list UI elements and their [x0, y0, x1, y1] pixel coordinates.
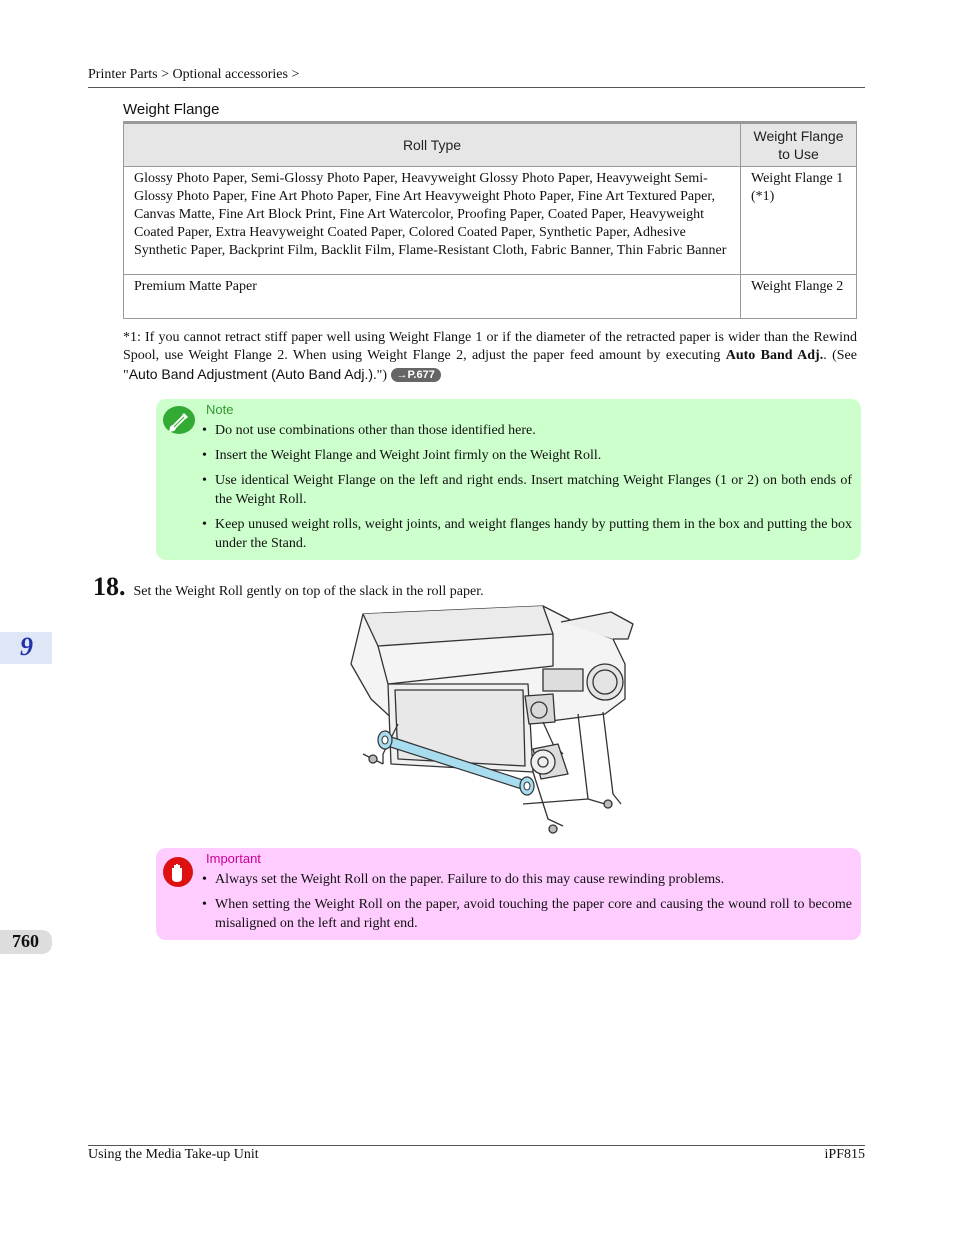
- footer-model: iPF815: [824, 1147, 865, 1162]
- header-roll-type: Roll Type: [124, 123, 741, 167]
- page-number: 760: [12, 931, 39, 951]
- list-item: • Insert the Weight Flange and Weight Joint firmly on the Weight Roll.: [202, 446, 852, 465]
- step-text: Set the Weight Roll gently on top of the slack in the roll paper.: [133, 584, 484, 599]
- list-item: • Always set the Weight Roll on the paper. Failure to do this may cause rewinding problems.: [202, 870, 852, 889]
- step-number: 18.: [93, 572, 126, 601]
- list-item: • When setting the Weight Roll on the paper, avoid touching the paper core and causing the wound roll to become misaligned on the left and right end.: [202, 895, 852, 933]
- breadcrumb: Printer Parts > Optional accessories >: [88, 67, 300, 82]
- printer-illustration: [343, 604, 653, 836]
- footnote-see: . (See ": [123, 348, 857, 383]
- footer-section-title: Using the Media Take-up Unit: [88, 1147, 259, 1162]
- footnote-bold: Auto Band Adj.: [725, 348, 824, 363]
- section-heading: Weight Flange: [123, 101, 220, 118]
- chapter-tab[interactable]: [0, 632, 52, 664]
- note-list: [202, 421, 852, 559]
- table-row: [124, 167, 857, 275]
- footnote: [123, 329, 857, 385]
- list-item: • Keep unused weight rolls, weight joints, and weight flanges handy by putting them in the box and putting the box under the Stand.: [202, 515, 852, 553]
- flange-cell: Weight Flange 2: [741, 275, 857, 319]
- footnote-link[interactable]: Auto Band Adjustment (Auto Band Adj.): [128, 366, 374, 382]
- roll-type-cell: Premium Matte Paper: [124, 275, 741, 319]
- table-header-row: [124, 123, 857, 167]
- important-title: Important: [206, 851, 261, 866]
- footer-rule: [88, 1145, 865, 1146]
- stop-hand-icon: [162, 856, 194, 888]
- table-row: [124, 275, 857, 319]
- header-rule: [88, 87, 865, 88]
- footnote-text: If you cannot retract stiff paper well using Weight Flange 1 or if the diameter of the retracted paper is wider than the Rewind Spool, use Weight Flange 2. When using Weight Flange 2, adjust the paper feed amount by executing: [123, 330, 858, 363]
- step-18: [93, 572, 484, 602]
- roll-type-cell: Glossy Photo Paper, Semi-Glossy Photo Paper, Heavyweight Glossy Photo Paper, Heavyweight Semi-Glossy Photo Paper, Fine Art Photo Paper, Fine Art Heavyweight Photo Paper, Fine Art Textured Paper, Canvas Matte, Fine Art Block Print, Fine Art Watercolor, Proofing Paper, Coated Paper, Heavyweight Coated Paper, Extra Heavyweight Coated Paper, Colored Coated Paper, Synthetic Paper, Adhesive Synthetic Paper, Backprint Film, Backlit Film, Flame-Resistant Cloth, Fabric Banner, Thin Fabric Banner: [124, 167, 741, 275]
- flange-cell: Weight Flange 1 (*1): [741, 167, 857, 275]
- note-box: [156, 399, 861, 560]
- weight-flange-table: [123, 121, 857, 319]
- pencil-note-icon: [162, 405, 196, 435]
- list-item: • Use identical Weight Flange on the left and right ends. Insert matching Weight Flanges (1 or 2) on both ends of the Weight Roll.: [202, 471, 852, 509]
- chapter-number: 9: [20, 632, 33, 661]
- footnote-close: ."): [373, 368, 387, 383]
- page-ref-badge[interactable]: →P.677: [391, 368, 441, 382]
- important-box: [156, 848, 861, 940]
- note-title: Note: [206, 402, 234, 417]
- header-weight-flange: Weight Flange to Use: [741, 123, 857, 167]
- important-list: [202, 870, 852, 939]
- page-number-tab: [0, 930, 52, 954]
- list-item: • Do not use combinations other than those identified here.: [202, 421, 852, 440]
- footnote-marker: *1:: [123, 330, 141, 345]
